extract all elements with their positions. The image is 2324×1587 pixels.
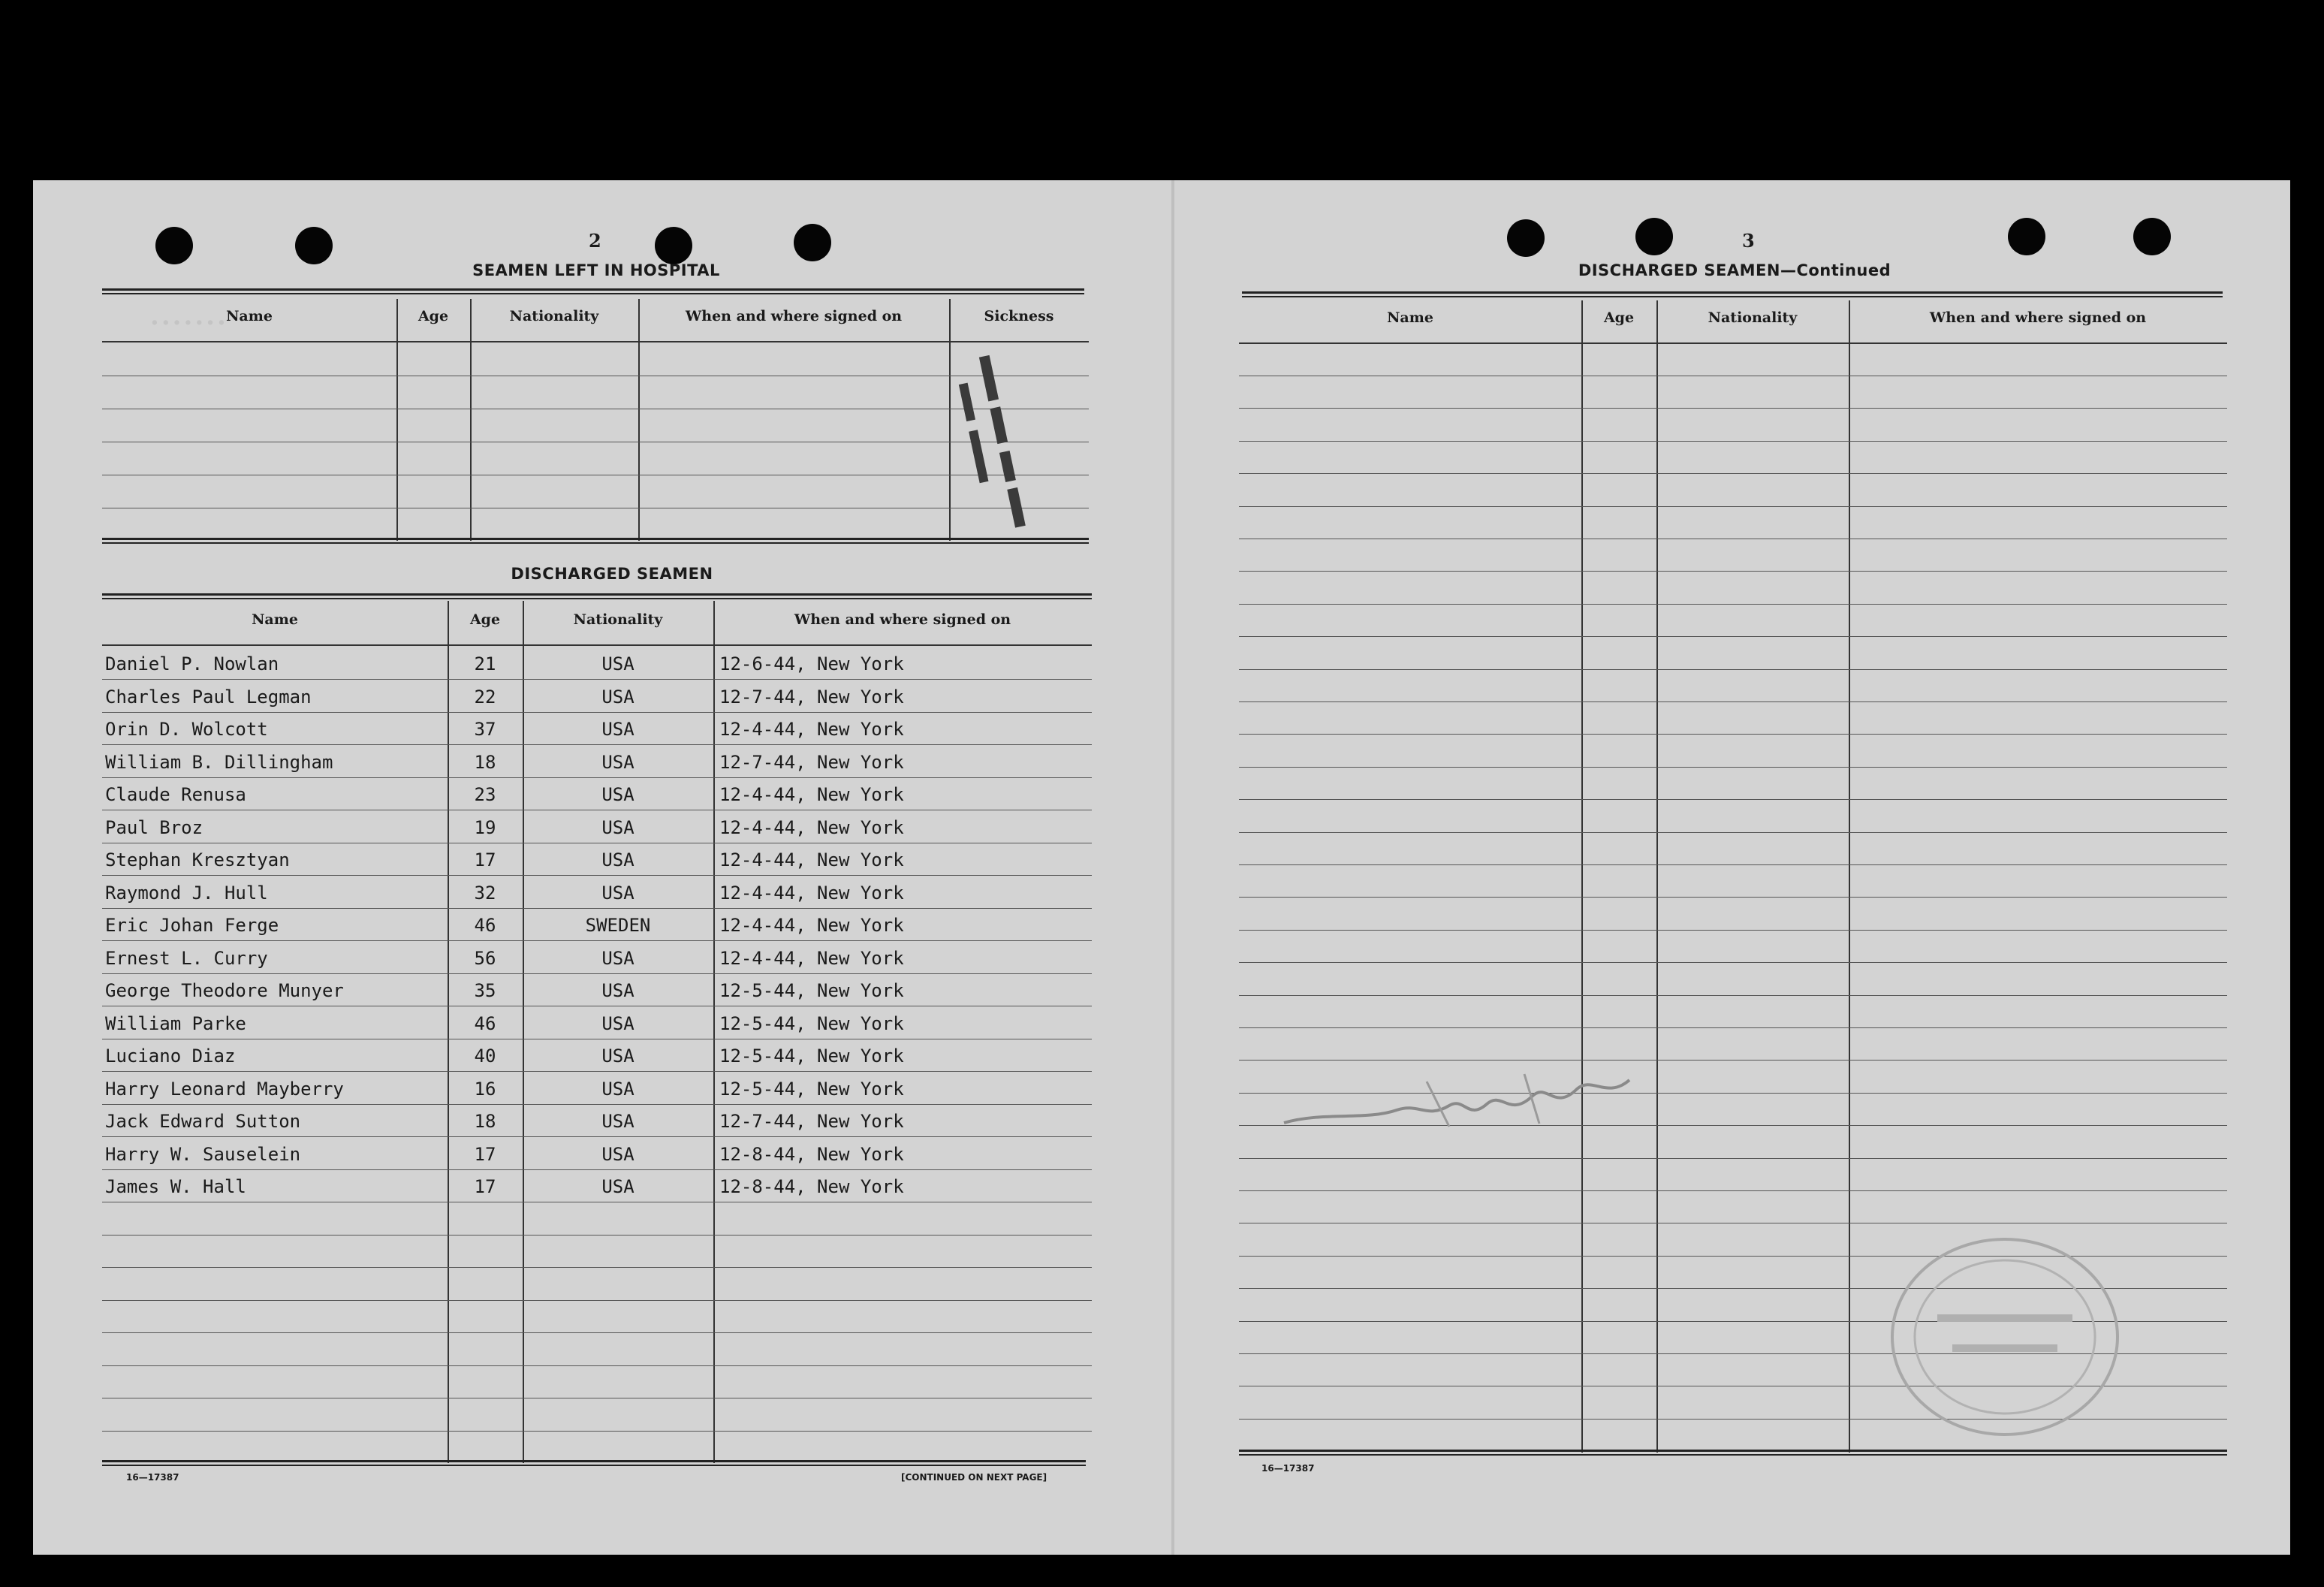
seaman-name: Jack Edward Sutton	[105, 1111, 301, 1132]
discharged-col-name: Name	[252, 611, 298, 628]
seaman-name: William Parke	[105, 1013, 246, 1034]
seaman-signed-on: 12-4-44, New York	[719, 719, 904, 740]
seaman-nationality: USA	[601, 1176, 635, 1197]
punch-hole	[155, 227, 193, 264]
seaman-signed-on: 12-7-44, New York	[719, 1111, 904, 1132]
row-rule	[102, 1235, 1092, 1236]
row-rule	[1239, 962, 2227, 963]
column-divider	[638, 299, 640, 541]
hospital-section-title: SEAMEN LEFT IN HOSPITAL	[472, 261, 720, 279]
seaman-age: 17	[474, 1176, 496, 1197]
seaman-age: 16	[474, 1079, 496, 1100]
seaman-age: 17	[474, 1144, 496, 1165]
column-divider	[396, 299, 398, 541]
punch-hole	[1507, 219, 1545, 257]
row-rule	[1239, 1027, 2227, 1028]
row-rule	[1239, 767, 2227, 768]
seaman-nationality: USA	[601, 1111, 635, 1132]
row-rule	[1239, 636, 2227, 637]
right-col-nationality: Nationality	[1708, 309, 1798, 326]
row-rule	[1239, 864, 2227, 865]
seaman-name: Eric Johan Ferge	[105, 915, 279, 936]
seaman-signed-on: 12-4-44, New York	[719, 817, 904, 838]
seaman-name: Raymond J. Hull	[105, 883, 268, 904]
seaman-nationality: USA	[601, 980, 635, 1001]
seaman-name: Daniel P. Nowlan	[105, 653, 279, 674]
seaman-nationality: USA	[601, 849, 635, 870]
row-rule	[102, 712, 1092, 713]
date-stamp-icon	[924, 345, 1059, 548]
bleed-through-text: ·······	[150, 308, 228, 338]
hospital-col-sickness: Sickness	[984, 308, 1054, 324]
discharged-col-age: Age	[469, 611, 501, 628]
row-rule	[102, 744, 1092, 745]
seaman-name: James W. Hall	[105, 1176, 246, 1197]
seaman-name: Paul Broz	[105, 817, 203, 838]
row-rule	[102, 1431, 1092, 1432]
row-rule	[102, 908, 1092, 909]
punch-hole	[2008, 218, 2045, 255]
row-rule	[102, 1267, 1092, 1268]
right-bottom-rule	[1239, 1450, 2227, 1456]
hospital-col-nationality: Nationality	[509, 308, 599, 324]
page-number: 3	[1742, 230, 1755, 252]
row-rule	[1239, 832, 2227, 833]
row-rule	[1239, 799, 2227, 800]
seaman-age: 18	[474, 752, 496, 773]
seaman-nationality: USA	[601, 1144, 635, 1165]
hospital-header-rule	[102, 341, 1089, 342]
punch-hole	[295, 227, 333, 264]
seaman-signed-on: 12-8-44, New York	[719, 1144, 904, 1165]
row-rule	[102, 1169, 1092, 1170]
discharged-top-rule	[102, 593, 1092, 599]
right-col-name: Name	[1387, 309, 1433, 326]
seaman-nationality: SWEDEN	[585, 915, 651, 936]
column-divider	[713, 601, 715, 1463]
seaman-age: 22	[474, 686, 496, 708]
seaman-name: William B. Dillingham	[105, 752, 333, 773]
seaman-signed-on: 12-7-44, New York	[719, 686, 904, 708]
punch-hole	[2133, 218, 2171, 255]
punch-hole	[794, 224, 831, 261]
row-rule	[1239, 473, 2227, 474]
seaman-name: Charles Paul Legman	[105, 686, 312, 708]
page-fold	[1171, 180, 1174, 1555]
row-rule	[102, 940, 1092, 941]
page-number: 2	[589, 230, 601, 252]
seaman-name: Harry W. Sauselein	[105, 1144, 301, 1165]
seaman-name: Harry Leonard Mayberry	[105, 1079, 344, 1100]
right-col-age: Age	[1603, 309, 1635, 326]
seaman-signed-on: 12-7-44, New York	[719, 752, 904, 773]
seaman-age: 35	[474, 980, 496, 1001]
seaman-age: 23	[474, 784, 496, 805]
seaman-signed-on: 12-4-44, New York	[719, 915, 904, 936]
row-rule	[102, 1136, 1092, 1137]
row-rule	[102, 1365, 1092, 1366]
seaman-signed-on: 12-4-44, New York	[719, 883, 904, 904]
seaman-age: 32	[474, 883, 496, 904]
row-rule	[1239, 701, 2227, 702]
seaman-nationality: USA	[601, 719, 635, 740]
seaman-signed-on: 12-5-44, New York	[719, 1079, 904, 1100]
row-rule	[102, 777, 1092, 778]
seaman-name: Orin D. Wolcott	[105, 719, 268, 740]
seaman-name: Ernest L. Curry	[105, 948, 268, 969]
hospital-top-rule	[102, 288, 1084, 294]
punch-hole	[655, 227, 692, 264]
row-rule	[1239, 1190, 2227, 1191]
row-rule	[102, 1300, 1092, 1301]
circular-stamp-icon	[1877, 1224, 2133, 1450]
seaman-name: George Theodore Munyer	[105, 980, 344, 1001]
seaman-signed-on: 12-5-44, New York	[719, 980, 904, 1001]
seaman-age: 46	[474, 1013, 496, 1034]
seaman-name: Claude Renusa	[105, 784, 246, 805]
row-rule	[1239, 604, 2227, 605]
form-number: 16—17387	[1261, 1463, 1315, 1474]
seaman-age: 56	[474, 948, 496, 969]
right-section-title: DISCHARGED SEAMEN—Continued	[1578, 261, 1891, 279]
seaman-nationality: USA	[601, 948, 635, 969]
row-rule	[102, 1071, 1092, 1072]
row-rule	[1239, 441, 2227, 442]
row-rule	[102, 1332, 1092, 1333]
seaman-nationality: USA	[601, 752, 635, 773]
seaman-age: 37	[474, 719, 496, 740]
hospital-col-name: Name	[226, 308, 273, 324]
discharged-header-rule	[102, 644, 1092, 646]
right-col-signed-on: When and where signed on	[1929, 309, 2147, 326]
hospital-col-signed-on: When and where signed on	[685, 308, 903, 324]
seaman-name: Stephan Kresztyan	[105, 849, 290, 870]
seaman-signed-on: 12-5-44, New York	[719, 1013, 904, 1034]
seaman-age: 40	[474, 1045, 496, 1067]
seaman-age: 18	[474, 1111, 496, 1132]
faint-signature-icon	[1277, 1051, 1637, 1149]
right-header-rule	[1239, 342, 2227, 344]
seaman-signed-on: 12-6-44, New York	[719, 653, 904, 674]
seaman-nationality: USA	[601, 883, 635, 904]
form-number: 16—17387	[126, 1472, 179, 1483]
right-top-rule	[1242, 291, 2223, 297]
seaman-nationality: USA	[601, 1079, 635, 1100]
seaman-signed-on: 12-5-44, New York	[719, 1045, 904, 1067]
row-rule	[1239, 734, 2227, 735]
seaman-age: 19	[474, 817, 496, 838]
seaman-age: 46	[474, 915, 496, 936]
row-rule	[1239, 408, 2227, 409]
row-rule	[1239, 669, 2227, 670]
row-rule	[102, 973, 1092, 974]
row-rule	[1239, 506, 2227, 507]
row-rule	[1239, 897, 2227, 898]
seaman-signed-on: 12-4-44, New York	[719, 784, 904, 805]
discharged-col-nationality: Nationality	[573, 611, 663, 628]
seaman-signed-on: 12-4-44, New York	[719, 849, 904, 870]
column-divider	[470, 299, 472, 541]
hospital-col-age: Age	[417, 308, 449, 324]
seaman-age: 17	[474, 849, 496, 870]
seaman-age: 21	[474, 653, 496, 674]
seaman-nationality: USA	[601, 1045, 635, 1067]
row-rule	[102, 875, 1092, 876]
row-rule	[102, 679, 1092, 680]
discharged-bottom-rule	[102, 1460, 1086, 1466]
seaman-nationality: USA	[601, 817, 635, 838]
discharged-section-title: DISCHARGED SEAMEN	[511, 565, 713, 583]
seaman-signed-on: 12-4-44, New York	[719, 948, 904, 969]
continued-note: [CONTINUED ON NEXT PAGE]	[901, 1472, 1047, 1483]
row-rule	[1239, 995, 2227, 996]
row-rule	[1239, 1158, 2227, 1159]
seaman-nationality: USA	[601, 784, 635, 805]
seaman-nationality: USA	[601, 1013, 635, 1034]
row-rule	[102, 1104, 1092, 1105]
discharged-col-signed-on: When and where signed on	[794, 611, 1011, 628]
seaman-signed-on: 12-8-44, New York	[719, 1176, 904, 1197]
punch-hole	[1635, 218, 1673, 255]
seaman-name: Luciano Diaz	[105, 1045, 236, 1067]
row-rule	[1239, 930, 2227, 931]
seaman-nationality: USA	[601, 653, 635, 674]
row-rule	[1239, 571, 2227, 572]
seaman-nationality: USA	[601, 686, 635, 708]
